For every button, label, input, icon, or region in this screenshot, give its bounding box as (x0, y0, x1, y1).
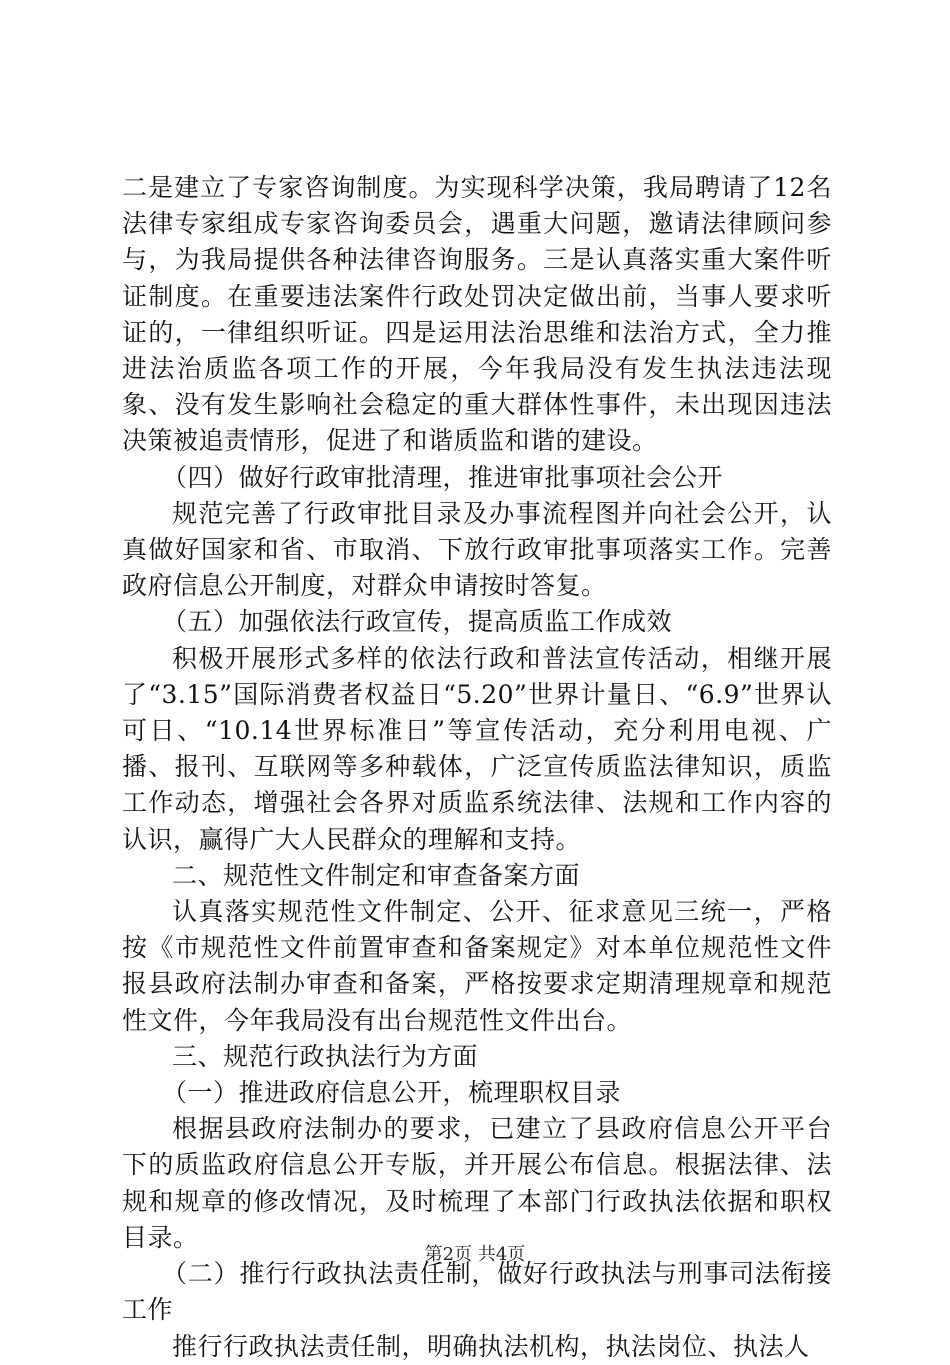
heading-legal-publicity: （五）加强依法行政宣传，提高质监工作成效 (162, 607, 673, 637)
paragraph-expert-consultation: 二是建立了专家咨询制度。为实现科学决策，我局聘请了12名法律专家组成专家咨询委员会，遇重大问题，邀请法律顾问参与，为我局提供各种法律咨询服务。三是认真落实重大案件听证制度。在重要违法案件行政处罚决定做出前，当事人要求听证的，一律组织听证。四是运用法治思维和法治方式，全力推进法治质监各项工作的开展，今年我局没有发生执法违法现象、没有发生影响社会稳定的重大群体性事件，未出现因违法决策被追责情形，促进了和谐质监和谐的建设。 (122, 173, 832, 456)
page-number-label: 第2页 共4页 (424, 1244, 526, 1265)
page-footer (0, 1240, 950, 1266)
heading-enforcement-responsibility: （二）推行行政执法责任制，做好行政执法与刑事司法衔接工作 (122, 1259, 832, 1325)
paragraph-enforcement-responsibility: 推行行政执法责任制，明确执法机构，执法岗位、执法人 (172, 1331, 810, 1361)
document-body (122, 170, 832, 1365)
heading-administrative-approval: （四）做好行政审批清理，推进审批事项社会公开 (162, 462, 724, 492)
paragraph-information-disclosure: 根据县政府法制办的要求，已建立了县政府信息公开平台下的质监政府信息公开专版，并开展公布信息。根据法律、法规和规章的修改情况，及时梳理了本部门行政执法依据和职权目录。 (122, 1114, 832, 1252)
heading-law-enforcement: 三、规范行政执法行为方面 (172, 1041, 479, 1071)
heading-information-disclosure: （一）推进政府信息公开，梳理职权目录 (162, 1078, 622, 1108)
paragraph-legal-publicity: 积极开展形式多样的依法行政和普法宣传活动，相继开展了“3.15”国际消费者权益日“5.20”世界计量日、“6.9”世界认可日、“10.14世界标准日”等宣传活动，充分利用电视、广播、报刊、互联网等多种载体，广泛宣传质监法律知识，质监工作动态，增强社会各界对质监系统法律、法规和工作内容的认识，赢得广大人民群众的理解和支持。 (122, 643, 832, 854)
heading-normative-documents: 二、规范性文件制定和审查备案方面 (172, 860, 581, 890)
paragraph-normative-documents: 认真落实规范性文件制定、公开、征求意见三统一，严格按《市规范性文件前置审查和备案规定》对本单位规范性文件报县政府法制办审查和备案，严格按要求定期清理规章和规范性文件，今年我局没有出台规范性文件出台。 (122, 897, 832, 1035)
paragraph-administrative-approval: 规范完善了行政审批目录及办事流程图并向社会公开，认真做好国家和省、市取消、下放行政审批事项落实工作。完善政府信息公开制度，对群众申请按时答复。 (122, 498, 832, 601)
